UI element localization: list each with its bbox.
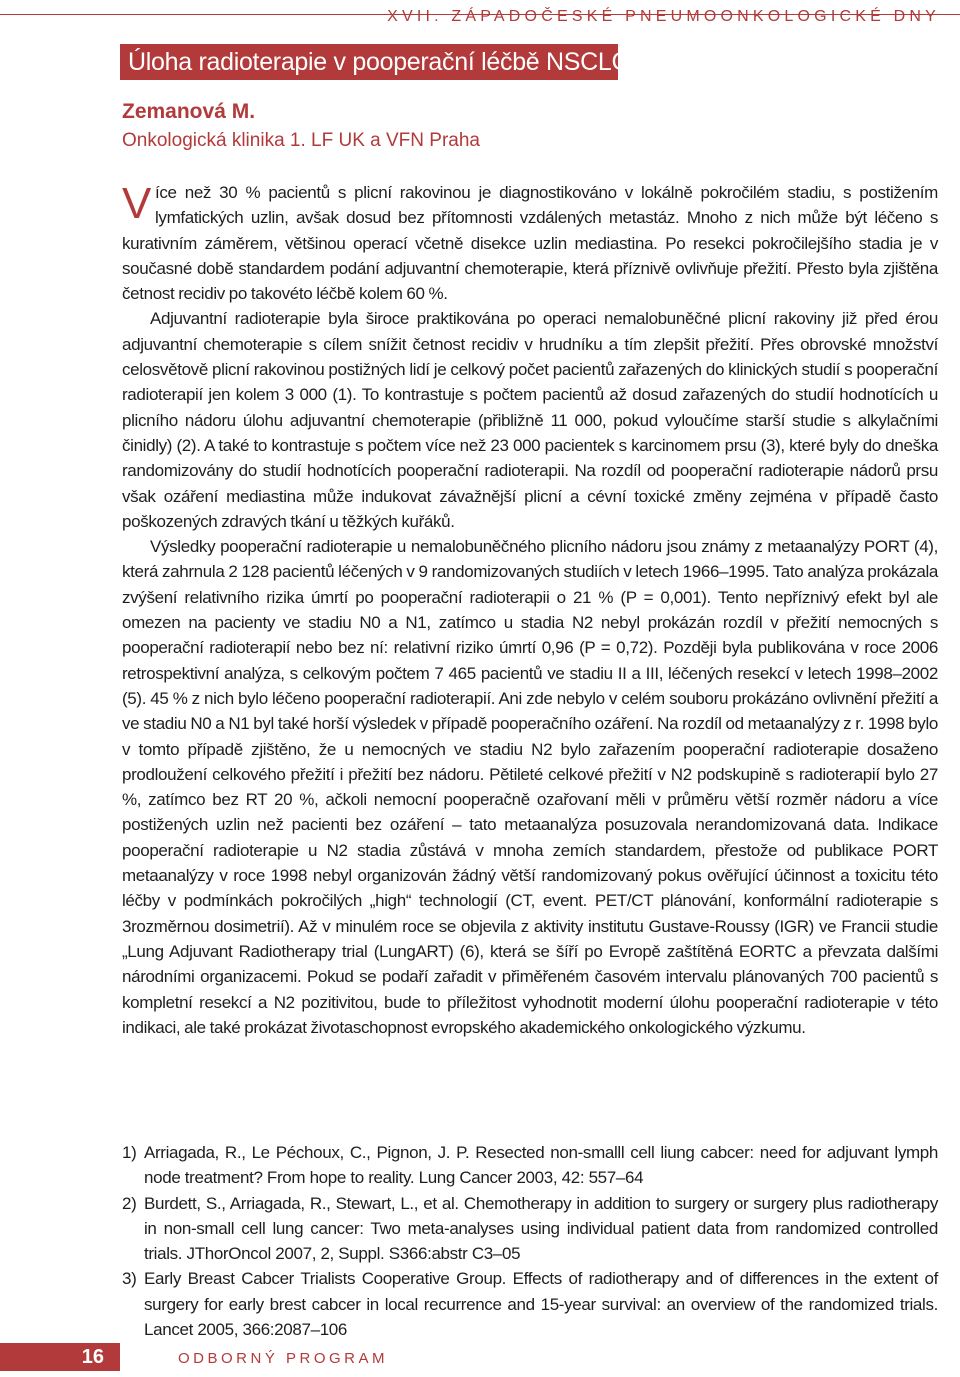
reference-item bbox=[122, 1266, 938, 1342]
article-body bbox=[122, 180, 938, 1040]
drop-cap: V bbox=[122, 179, 151, 228]
reference-list bbox=[122, 1140, 938, 1342]
reference-item bbox=[122, 1140, 938, 1191]
reference-number: 2) bbox=[122, 1193, 137, 1213]
author-affiliation: Onkologická klinika 1. LF UK a VFN Praha bbox=[122, 130, 480, 151]
reference-text: Arriagada, R., Le Péchoux, C., Pignon, J. P. Resected non-smalll cell liung cabcer: need for adjuvant lymph node treatment? From hope to reality. Lung Cancer 2003, 42: 557–64 bbox=[144, 1143, 938, 1188]
reference-text: Early Breast Cabcer Trialists Cooperative Group. Effects of radiotherapy and of differences in the extent of surgery for early brest cabcer in local recurrence and 15-year survival: an overview of the randomized trials. Lancet 2005, 366:2087–106 bbox=[144, 1269, 938, 1340]
paragraph-1 bbox=[122, 180, 938, 306]
reference-number: 1) bbox=[122, 1143, 137, 1162]
reference-item bbox=[122, 1191, 938, 1267]
reference-text: Burdett, S., Arriagada, R., Stewart, L., et al. Chemotherapy in addition to surgery or surgery plus radiotherapy in non-small cell lung cancer: Two meta-analyses using individual patient data from randomized controlled trials. JThorOncol 2007, 2, Suppl. S366:abstr C3–05 bbox=[144, 1193, 938, 1264]
article-title: Úloha radioterapie v pooperační léčbě NSCLC bbox=[120, 44, 618, 80]
paragraph-2: Adjuvantní radioterapie byla široce praktikována po operaci nemalobuněčné plicní rakoviny již před érou adjuvantní chemoterapie s cílem snížit četnost recidiv v hrudníku a tím zlepšit přežití. Přes obrovské množství celosvětově plicní rakovinou postižných lidí je celkový počet pacientů zařazených do klinických studií s pooperační radioterapií jen kolem 3 000 (1). To kontrastuje s počtem pacientů až dosud zařazených do studií hodnotících u plicního nádoru úlohu adjuvantní chemoterapie (přibližně 11 000, pokud vyloučíme starší studie s alkylačními činidly) (2). A také to kontrastuje s počtem více než 23 000 pacientek s karcinomem prsu (3), které byly do dneška randomizovány do studií hodnotících pooperační radioterapii. Na rozdíl od pooperační radioterapie nádorů prsu však ozáření mediastina může indukovat závažnější plicní a cévní toxické změny zejména v případě často poškozených zdravých tkání u těžkých kuřáků. bbox=[122, 309, 938, 531]
paragraph-1-text: íce než 30 % pacientů s plicní rakovinou je diagnostikováno v lokálně pokročilém stadiu, s postižením lymfatických uzlin, avšak dosud bez přítomnosti vzdálených metastáz. Mnoho z nich může být léčeno s kurativním záměrem, většinou operací včetně disekce uzlin mediastina. Po resekci pokročilejšího stadia je v současné době standardem podání adjuvantní chemoterapie, která příznivě ovlivňuje přežití. Přesto byla zjištěna četnost recidiv po takovéto léčbě kolem 60 %. bbox=[122, 183, 938, 304]
author-name: Zemanová M. bbox=[122, 100, 256, 123]
paragraph-3: Výsledky pooperační radioterapie u nemalobuněčného plicního nádoru jsou známy z metaanalýzy PORT (4), která zahrnula 2 128 pacientů léčených v 9 randomizovaných studiích v letech 1966–1995. Tato analýza prokázala zvýšení relativního rizika úmrtí po pooperační radioterapii o 21 % (P = 0,001). Tento nepříznivý efekt byl ale omezen na pacienty ve stadiu N0 a N1, zatímco u stadia N2 nebyl prokázán rozdíl v přežití nemocných s pooperační radioterapií nebo bez ní: relativní riziko úmrtí 0,96 (P = 0,72). Později byla publikována v roce 2006 retrospektivní analýza, s celkovým počtem 7 465 pacientů ve stadiu II a III, léčených resekcí v letech 1998–2002 (5). 45 % z nich bylo léčeno pooperační radioterapií. Ani zde nebylo v celém souboru prokázáno ovlivnění přežití a ve stadiu N0 a N1 byl také horší výsledek v případě pooperačního ozáření. Na rozdíl od metaanalýzy z r. 1998 bylo v tomto případě zjištěno, že u nemocných ve stadiu N2 bylo zařazením pooperační radioterapie dosaženo prodloužení celkového přežití i přežití bez nádoru. Pětileté celkové přežití v N2 podskupině s radioterapií bylo 27 %, zatímco bez RT 20 %, ačkoli nemocní pooperačně ozařovaní měli v průměru větší rozměr nádoru a více postižených uzlin než pacienti bez ozáření – tato metaanalýza posuzovala nerandomizovaná data. Indikace pooperační radioterapie u N2 stadia zůstává v mnoha zemích standardem, přestože od publikace PORT metaanalýzy v roce 1998 nebyl organizován žádný větší randomizovaný pokus ověřující účinnost a toxicitu této léčby v podmínkách pokročilých „high“ technologií (CT, event. PET/CT plánování, konformální radioterapie s 3rozměrnou dosimetrií). Až v minulém roce se objevila z aktivity institutu Gustave-Roussy (IGR) ve Francii studie „Lung Adjuvant Radiotherapy trial (LungART) (6), která se šíří po Evropě zaštítěná EORTC a převzata dalšími národními organizacemi. Pokud se podaří zařadit v přiměřeném časovém intervalu plánovaných 700 pacientů s kompletní resekcí a N2 pozitivitou, bude to příležitost vyhodnotit moderní úlohu pooperační radioterapie v této indikaci, ale také prokázat životaschopnost evropského akademického onkologického výzkumu. bbox=[122, 537, 938, 1037]
reference-number: 3) bbox=[122, 1269, 137, 1289]
page-number: 16 bbox=[0, 1343, 120, 1371]
conference-name: XVII. ZÁPADOČESKÉ PNEUMOONKOLOGICKÉ DNY bbox=[387, 8, 940, 25]
section-label: ODBORNÝ PROGRAM bbox=[178, 1350, 389, 1367]
